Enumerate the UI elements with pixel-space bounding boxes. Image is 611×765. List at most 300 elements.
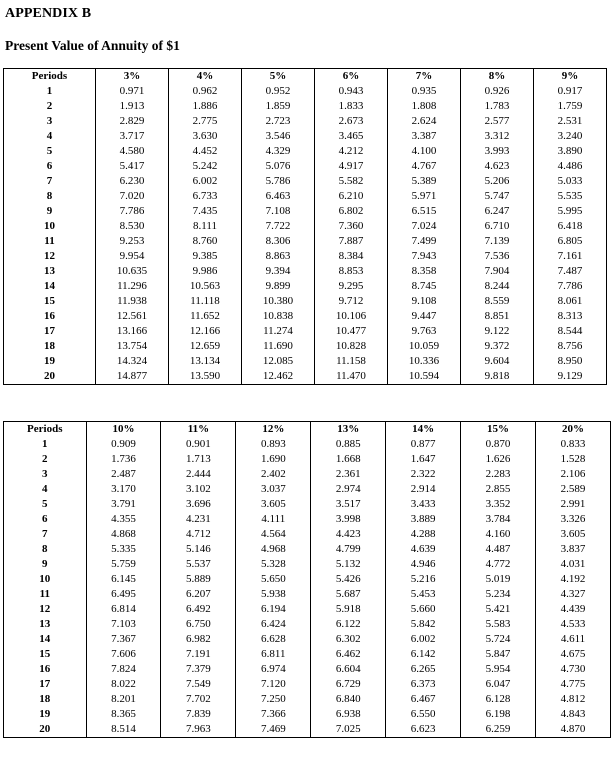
table-row [4,99,607,114]
value-cell: 6.840 [311,692,386,707]
value-cell: 6.982 [161,632,236,647]
value-cell: 10.477 [315,324,388,339]
value-cell: 2.624 [388,114,461,129]
table-row [4,144,607,159]
value-cell: 8.745 [388,279,461,294]
period-cell: 12 [4,249,96,264]
value-cell: 9.253 [96,234,169,249]
value-cell: 7.887 [315,234,388,249]
value-cell: 11.118 [169,294,242,309]
table-row [4,369,607,385]
value-cell: 5.146 [161,542,236,557]
value-cell: 13.166 [96,324,169,339]
value-cell: 7.025 [311,722,386,738]
value-cell: 0.917 [534,84,607,99]
table-row [4,662,611,677]
value-cell: 11.690 [242,339,315,354]
value-cell: 5.019 [461,572,536,587]
value-cell: 5.889 [161,572,236,587]
value-cell: 3.890 [534,144,607,159]
value-cell: 5.747 [461,189,534,204]
value-cell: 1.808 [388,99,461,114]
value-cell: 12.085 [242,354,315,369]
value-cell: 4.288 [386,527,461,542]
rate-header: 4% [169,69,242,85]
table-row [4,677,611,692]
value-cell: 5.847 [461,647,536,662]
table-row [4,707,611,722]
table-row [4,437,611,452]
table-row [4,692,611,707]
value-cell: 4.423 [311,527,386,542]
value-cell: 1.886 [169,99,242,114]
rate-header: 14% [386,422,461,438]
value-cell: 4.870 [535,722,610,738]
table-header-row [4,69,607,85]
table-row [4,602,611,617]
period-cell: 17 [4,324,96,339]
value-cell: 4.639 [386,542,461,557]
period-cell: 1 [4,437,87,452]
value-cell: 7.722 [242,219,315,234]
value-cell: 1.859 [242,99,315,114]
period-cell: 13 [4,264,96,279]
value-cell: 7.161 [534,249,607,264]
value-cell: 5.421 [461,602,536,617]
period-cell: 7 [4,527,87,542]
value-cell: 8.022 [86,677,161,692]
period-cell: 14 [4,279,96,294]
period-cell: 4 [4,129,96,144]
value-cell: 9.385 [169,249,242,264]
value-cell: 4.160 [461,527,536,542]
period-cell: 11 [4,234,96,249]
value-cell: 7.536 [461,249,534,264]
value-cell: 6.811 [236,647,311,662]
value-cell: 12.561 [96,309,169,324]
value-cell: 3.352 [461,497,536,512]
value-cell: 6.247 [461,204,534,219]
value-cell: 11.652 [169,309,242,324]
value-cell: 7.367 [86,632,161,647]
value-cell: 1.759 [534,99,607,114]
value-cell: 8.853 [315,264,388,279]
value-cell: 12.462 [242,369,315,385]
value-cell: 1.913 [96,99,169,114]
period-cell: 15 [4,647,87,662]
table-row [4,587,611,602]
value-cell: 1.647 [386,452,461,467]
value-cell: 6.207 [161,587,236,602]
table-row [4,234,607,249]
rate-header: 3% [96,69,169,85]
table-row [4,264,607,279]
value-cell: 3.546 [242,129,315,144]
value-cell: 7.120 [236,677,311,692]
value-cell: 2.991 [535,497,610,512]
value-cell: 2.402 [236,467,311,482]
value-cell: 9.763 [388,324,461,339]
value-cell: 3.326 [535,512,610,527]
value-cell: 4.355 [86,512,161,527]
value-cell: 9.447 [388,309,461,324]
value-cell: 6.750 [161,617,236,632]
period-cell: 20 [4,369,96,385]
value-cell: 2.974 [311,482,386,497]
value-cell: 12.659 [169,339,242,354]
rate-header: 13% [311,422,386,438]
table-row [4,189,607,204]
period-cell: 16 [4,662,87,677]
table-row [4,84,607,99]
value-cell: 14.877 [96,369,169,385]
period-cell: 4 [4,482,87,497]
table-row [4,339,607,354]
value-cell: 8.365 [86,707,161,722]
value-cell: 6.974 [236,662,311,677]
value-cell: 1.736 [86,452,161,467]
value-cell: 9.899 [242,279,315,294]
value-cell: 4.946 [386,557,461,572]
value-cell: 2.322 [386,467,461,482]
value-cell: 7.606 [86,647,161,662]
rate-header: 12% [236,422,311,438]
rate-header: 10% [86,422,161,438]
value-cell: 3.889 [386,512,461,527]
period-cell: 15 [4,294,96,309]
value-cell: 11.938 [96,294,169,309]
value-cell: 10.059 [388,339,461,354]
period-cell: 14 [4,632,87,647]
value-cell: 0.901 [161,437,236,452]
value-cell: 3.696 [161,497,236,512]
value-cell: 2.829 [96,114,169,129]
period-cell: 5 [4,497,87,512]
value-cell: 1.668 [311,452,386,467]
period-cell: 18 [4,339,96,354]
value-cell: 6.733 [169,189,242,204]
value-cell: 3.517 [311,497,386,512]
annuity-table-low-rates [3,68,607,385]
annuity-table-high-rates [3,421,611,738]
value-cell: 6.623 [386,722,461,738]
value-cell: 11.158 [315,354,388,369]
value-cell: 4.968 [236,542,311,557]
period-cell: 16 [4,309,96,324]
value-cell: 10.563 [169,279,242,294]
table-row [4,279,607,294]
value-cell: 11.274 [242,324,315,339]
value-cell: 6.128 [461,692,536,707]
value-cell: 4.580 [96,144,169,159]
value-cell: 9.108 [388,294,461,309]
value-cell: 5.918 [311,602,386,617]
value-cell: 8.201 [86,692,161,707]
value-cell: 10.635 [96,264,169,279]
period-cell: 3 [4,467,87,482]
value-cell: 0.893 [236,437,311,452]
period-cell: 10 [4,572,87,587]
value-cell: 8.111 [169,219,242,234]
period-cell: 6 [4,159,96,174]
value-cell: 7.103 [86,617,161,632]
value-cell: 8.306 [242,234,315,249]
value-cell: 5.076 [242,159,315,174]
value-cell: 6.515 [388,204,461,219]
value-cell: 5.583 [461,617,536,632]
value-cell: 3.037 [236,482,311,497]
value-cell: 3.784 [461,512,536,527]
value-cell: 3.387 [388,129,461,144]
value-cell: 8.863 [242,249,315,264]
value-cell: 9.122 [461,324,534,339]
period-cell: 8 [4,189,96,204]
value-cell: 7.824 [86,662,161,677]
value-cell: 6.122 [311,617,386,632]
value-cell: 8.514 [86,722,161,738]
appendix-title: APPENDIX B [5,6,92,21]
value-cell: 0.870 [461,437,536,452]
value-cell: 3.791 [86,497,161,512]
rate-header: 11% [161,422,236,438]
value-cell: 3.312 [461,129,534,144]
value-cell: 4.533 [535,617,610,632]
value-cell: 7.020 [96,189,169,204]
value-cell: 5.938 [236,587,311,602]
value-cell: 6.418 [534,219,607,234]
value-cell: 3.170 [86,482,161,497]
value-cell: 2.444 [161,467,236,482]
value-cell: 5.389 [388,174,461,189]
value-cell: 7.435 [169,204,242,219]
value-cell: 6.230 [96,174,169,189]
value-cell: 3.240 [534,129,607,144]
period-cell: 9 [4,204,96,219]
table-row [4,159,607,174]
period-cell: 10 [4,219,96,234]
value-cell: 9.818 [461,369,534,385]
rate-header: 20% [535,422,610,438]
value-cell: 3.993 [461,144,534,159]
value-cell: 0.943 [315,84,388,99]
value-cell: 7.250 [236,692,311,707]
value-cell: 7.139 [461,234,534,249]
value-cell: 5.033 [534,174,607,189]
value-cell: 6.265 [386,662,461,677]
value-cell: 2.283 [461,467,536,482]
value-cell: 5.537 [161,557,236,572]
value-cell: 6.814 [86,602,161,617]
value-cell: 1.713 [161,452,236,467]
value-cell: 4.486 [534,159,607,174]
value-cell: 8.950 [534,354,607,369]
value-cell: 7.904 [461,264,534,279]
value-cell: 4.031 [535,557,610,572]
period-cell: 1 [4,84,96,99]
value-cell: 5.426 [311,572,386,587]
value-cell: 10.594 [388,369,461,385]
table-row [4,482,611,497]
value-cell: 5.842 [386,617,461,632]
value-cell: 7.487 [534,264,607,279]
rate-header: 7% [388,69,461,85]
value-cell: 4.917 [315,159,388,174]
value-cell: 9.712 [315,294,388,309]
value-cell: 7.366 [236,707,311,722]
period-cell: 19 [4,354,96,369]
value-cell: 7.549 [161,677,236,692]
value-cell: 5.759 [86,557,161,572]
value-cell: 6.628 [236,632,311,647]
periods-header: Periods [4,69,96,85]
value-cell: 4.487 [461,542,536,557]
table-subtitle: Present Value of Annuity of $1 [5,38,180,53]
value-cell: 8.544 [534,324,607,339]
period-cell: 6 [4,512,87,527]
value-cell: 6.302 [311,632,386,647]
value-cell: 1.690 [236,452,311,467]
value-cell: 10.336 [388,354,461,369]
value-cell: 2.577 [461,114,534,129]
value-cell: 6.002 [169,174,242,189]
value-cell: 5.206 [461,174,534,189]
value-cell: 4.100 [388,144,461,159]
value-cell: 5.242 [169,159,242,174]
period-cell: 18 [4,692,87,707]
value-cell: 0.833 [535,437,610,452]
period-cell: 11 [4,587,87,602]
value-cell: 7.499 [388,234,461,249]
value-cell: 0.952 [242,84,315,99]
value-cell: 2.589 [535,482,610,497]
table-row [4,647,611,662]
period-cell: 2 [4,452,87,467]
value-cell: 8.760 [169,234,242,249]
value-cell: 2.361 [311,467,386,482]
value-cell: 2.106 [535,467,610,482]
value-cell: 9.295 [315,279,388,294]
period-cell: 20 [4,722,87,738]
value-cell: 5.535 [534,189,607,204]
value-cell: 6.194 [236,602,311,617]
value-cell: 5.687 [311,587,386,602]
value-cell: 5.417 [96,159,169,174]
value-cell: 0.962 [169,84,242,99]
period-cell: 2 [4,99,96,114]
value-cell: 5.971 [388,189,461,204]
value-cell: 5.234 [461,587,536,602]
value-cell: 4.231 [161,512,236,527]
value-cell: 0.971 [96,84,169,99]
value-cell: 3.605 [535,527,610,542]
value-cell: 4.712 [161,527,236,542]
value-cell: 5.660 [386,602,461,617]
value-cell: 13.134 [169,354,242,369]
value-cell: 4.675 [535,647,610,662]
table-row [4,354,607,369]
value-cell: 1.833 [315,99,388,114]
table-header-row [4,422,611,438]
value-cell: 7.839 [161,707,236,722]
value-cell: 7.024 [388,219,461,234]
value-cell: 0.877 [386,437,461,452]
value-cell: 4.111 [236,512,311,527]
value-cell: 8.244 [461,279,534,294]
value-cell: 6.424 [236,617,311,632]
periods-header: Periods [4,422,87,438]
value-cell: 4.868 [86,527,161,542]
value-cell: 4.611 [535,632,610,647]
value-cell: 6.198 [461,707,536,722]
value-cell: 6.373 [386,677,461,692]
value-cell: 6.802 [315,204,388,219]
value-cell: 4.767 [388,159,461,174]
value-cell: 6.142 [386,647,461,662]
value-cell: 8.384 [315,249,388,264]
value-cell: 14.324 [96,354,169,369]
value-cell: 4.772 [461,557,536,572]
value-cell: 5.453 [386,587,461,602]
value-cell: 3.717 [96,129,169,144]
value-cell: 4.327 [535,587,610,602]
value-cell: 4.799 [311,542,386,557]
period-cell: 19 [4,707,87,722]
table-row [4,204,607,219]
value-cell: 9.129 [534,369,607,385]
value-cell: 7.379 [161,662,236,677]
value-cell: 2.723 [242,114,315,129]
period-cell: 9 [4,557,87,572]
value-cell: 2.673 [315,114,388,129]
period-cell: 12 [4,602,87,617]
value-cell: 6.463 [242,189,315,204]
table-row [4,632,611,647]
value-cell: 6.938 [311,707,386,722]
value-cell: 11.296 [96,279,169,294]
value-cell: 7.360 [315,219,388,234]
value-cell: 10.828 [315,339,388,354]
value-cell: 6.604 [311,662,386,677]
table-row [4,512,611,527]
value-cell: 2.775 [169,114,242,129]
value-cell: 13.590 [169,369,242,385]
value-cell: 6.002 [386,632,461,647]
table-row [4,249,607,264]
value-cell: 3.465 [315,129,388,144]
value-cell: 7.963 [161,722,236,738]
value-cell: 6.047 [461,677,536,692]
period-cell: 7 [4,174,96,189]
period-cell: 17 [4,677,87,692]
value-cell: 3.998 [311,512,386,527]
value-cell: 2.531 [534,114,607,129]
table-row [4,219,607,234]
table-row [4,324,607,339]
value-cell: 7.191 [161,647,236,662]
value-cell: 0.909 [86,437,161,452]
value-cell: 0.926 [461,84,534,99]
table-row [4,114,607,129]
value-cell: 6.495 [86,587,161,602]
rate-header: 15% [461,422,536,438]
value-cell: 1.528 [535,452,610,467]
period-cell: 5 [4,144,96,159]
value-cell: 8.559 [461,294,534,309]
value-cell: 6.462 [311,647,386,662]
value-cell: 10.838 [242,309,315,324]
value-cell: 4.623 [461,159,534,174]
value-cell: 5.328 [236,557,311,572]
